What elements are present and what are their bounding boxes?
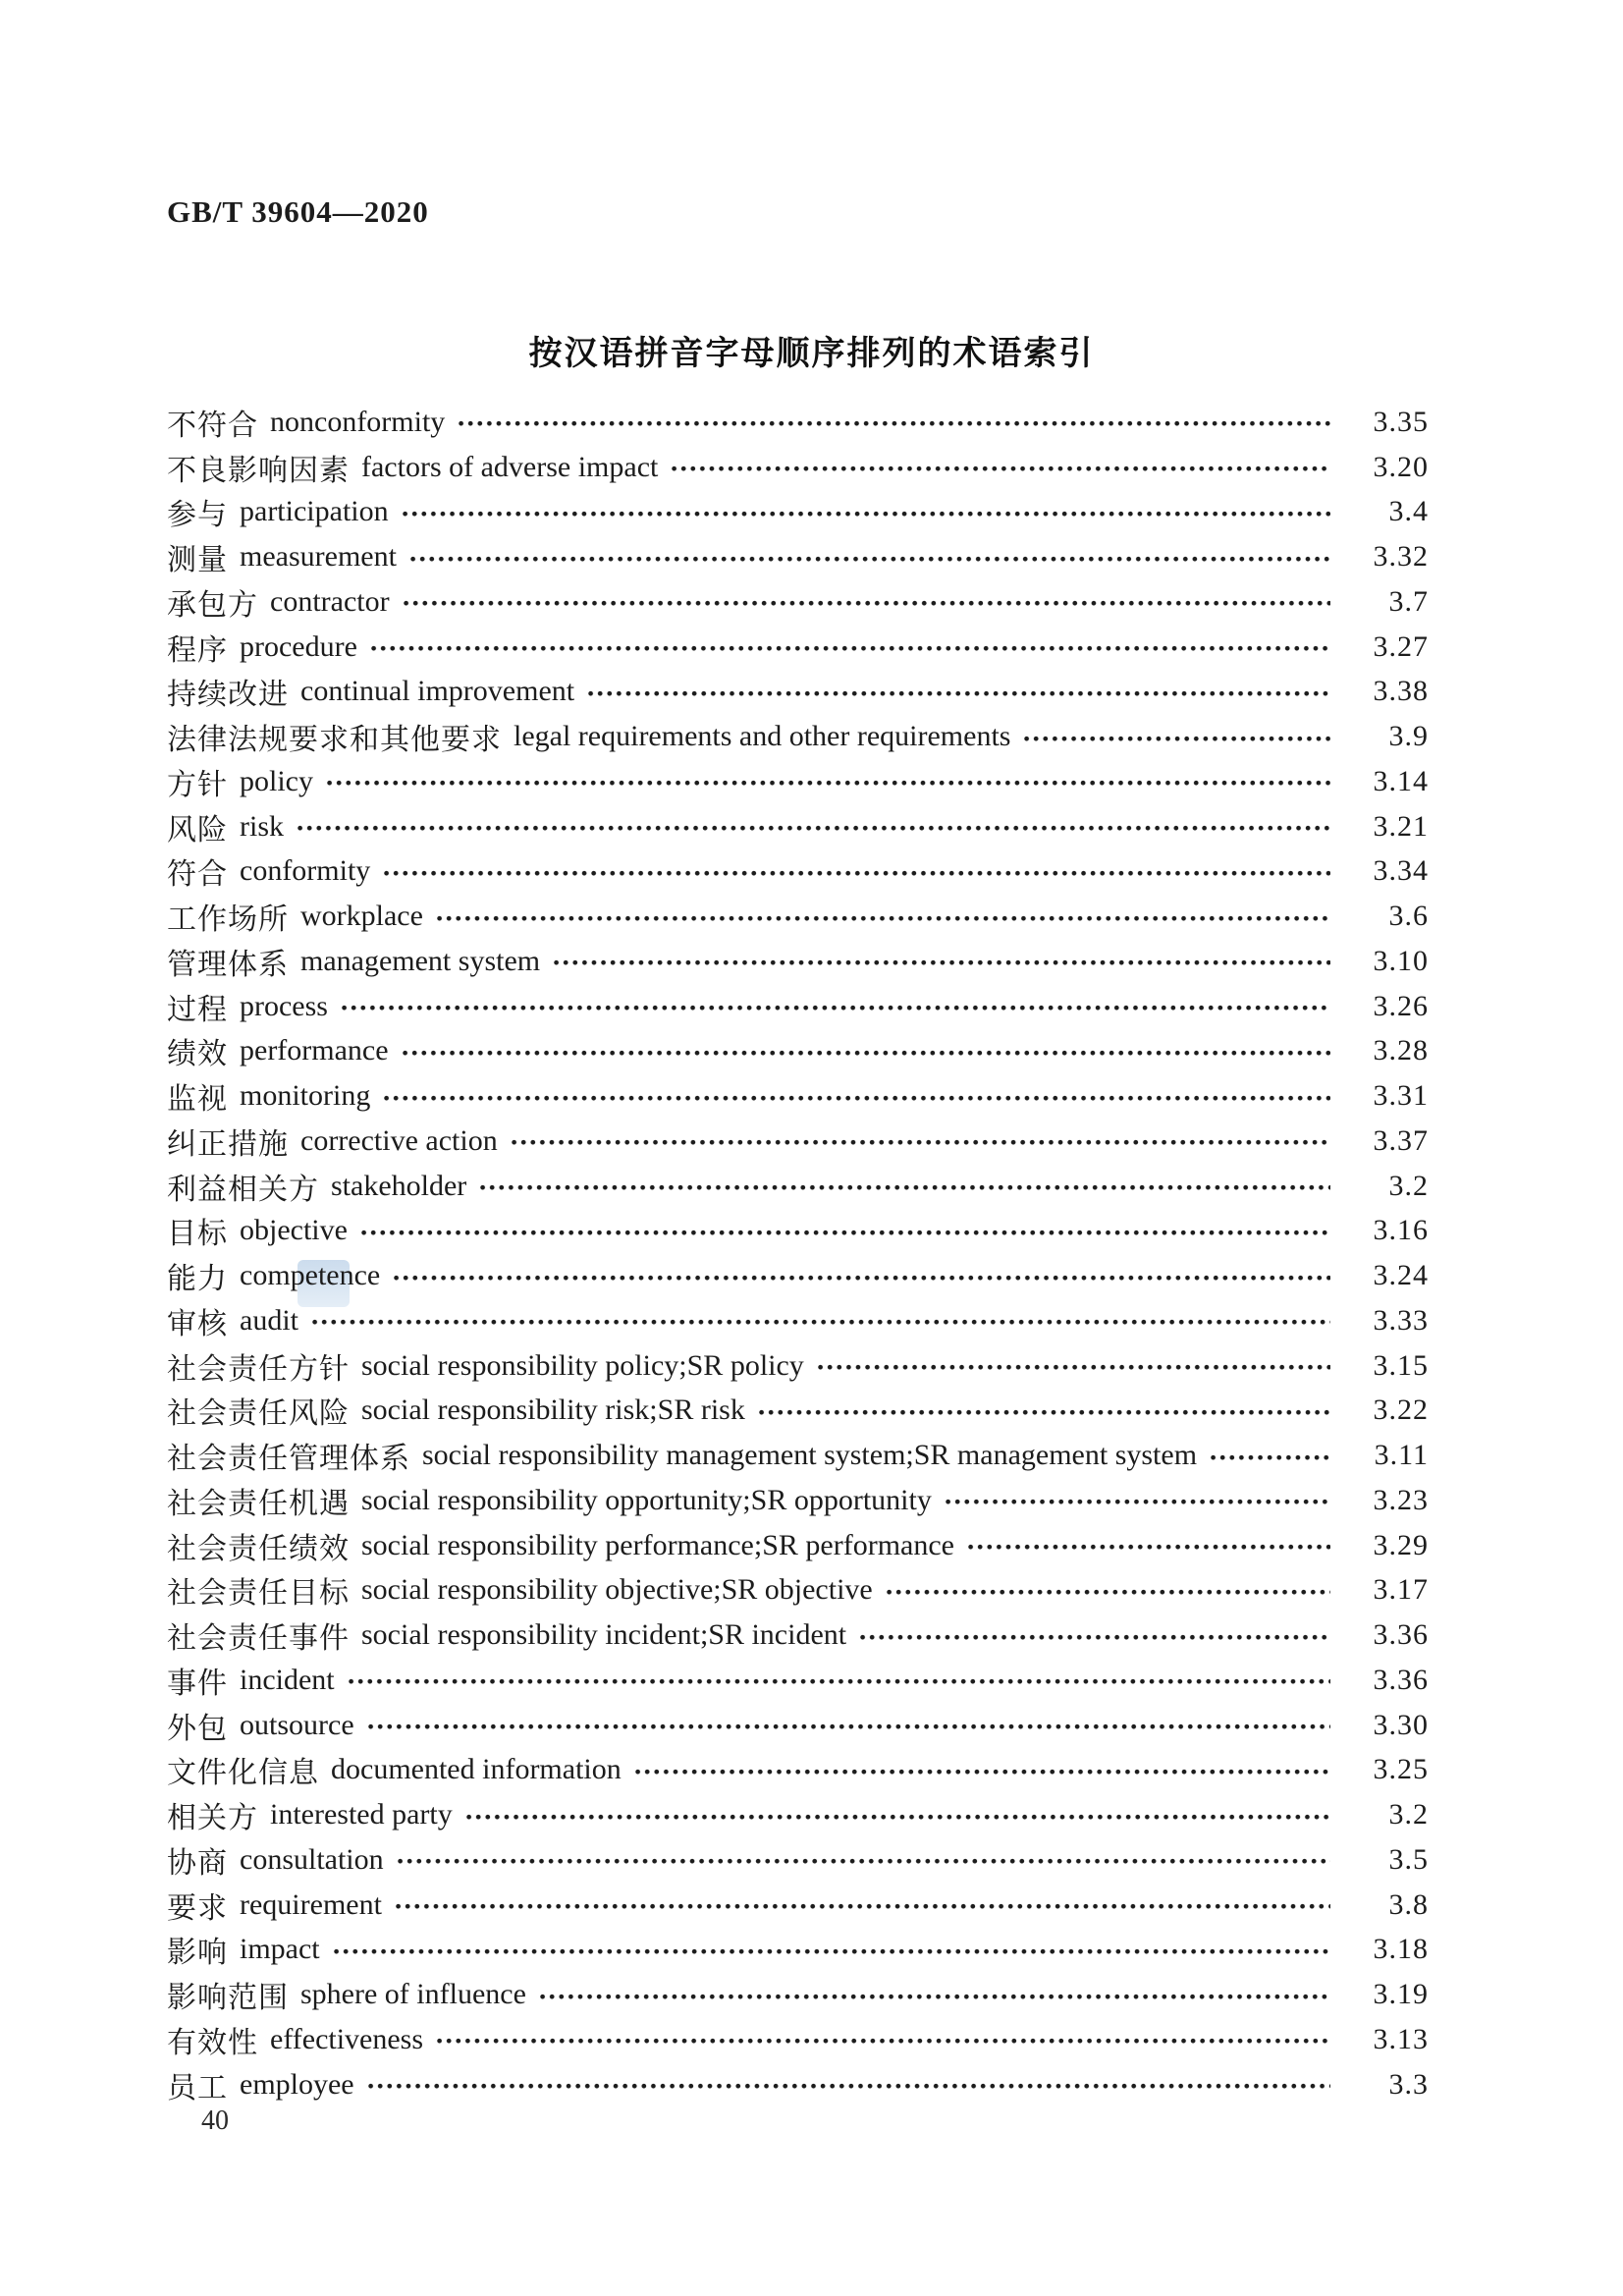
section-ref: 3.19 (1373, 1978, 1429, 2011)
term-english: procedure (240, 629, 357, 663)
term-chinese: 风险 (167, 813, 228, 847)
index-entry (167, 1389, 1429, 1434)
dot-leader-icon (403, 1050, 1330, 1057)
section-ref: 3.16 (1373, 1214, 1429, 1247)
section-ref: 3.33 (1373, 1303, 1429, 1337)
dot-leader-icon (368, 1723, 1330, 1730)
section-ref: 3.21 (1373, 809, 1429, 843)
dot-leader-icon (349, 1678, 1330, 1685)
section-ref: 3.29 (1373, 1528, 1429, 1561)
term-english: employee (240, 2067, 354, 2101)
section-ref: 3.6 (1388, 900, 1429, 933)
term-english: documented information (331, 1753, 622, 1786)
term-english: audit (240, 1303, 298, 1337)
term-english: workplace (300, 900, 423, 933)
index-entry (167, 534, 1429, 579)
term-english: contractor (270, 584, 390, 618)
section-ref: 3.38 (1373, 675, 1429, 708)
section-ref: 3.17 (1373, 1573, 1429, 1607)
index-entry (167, 849, 1429, 895)
index-entry (167, 714, 1429, 759)
index-entry (167, 984, 1429, 1029)
term-chinese: 事件 (167, 1667, 228, 1700)
index-entry (167, 1164, 1429, 1209)
term-english: legal requirements and other requirements (514, 720, 1011, 753)
section-ref: 3.13 (1373, 2022, 1429, 2055)
section-ref: 3.37 (1373, 1123, 1429, 1157)
term-english: performance (240, 1034, 389, 1067)
index-entry (167, 1928, 1429, 1973)
term-chinese: 文件化信息 (167, 1757, 319, 1790)
term-english: conformity (240, 854, 371, 888)
term-chinese: 有效性 (167, 2026, 258, 2059)
dot-leader-icon (384, 1095, 1330, 1102)
index-entry (167, 1253, 1429, 1298)
term-chinese: 社会责任绩效 (167, 1532, 350, 1565)
term-english: social responsibility management system;SR management system (422, 1439, 1198, 1472)
term-english: consultation (240, 1842, 384, 1876)
term-english: management system (300, 944, 541, 977)
dot-leader-icon (368, 2083, 1330, 2090)
dot-leader-icon (459, 420, 1330, 427)
section-ref: 3.36 (1373, 1618, 1429, 1652)
term-english: risk (240, 809, 284, 843)
section-ref: 3.5 (1388, 1842, 1429, 1876)
term-chinese: 目标 (167, 1218, 228, 1251)
index-entry (167, 894, 1429, 939)
dot-leader-icon (554, 959, 1330, 966)
term-english: outsource (240, 1708, 354, 1741)
index-entry (167, 2017, 1429, 2062)
section-ref: 3.36 (1373, 1663, 1429, 1696)
index-entry (167, 939, 1429, 984)
dot-leader-icon (946, 1499, 1330, 1505)
section-ref: 3.10 (1373, 944, 1429, 977)
term-english: continual improvement (300, 675, 575, 708)
term-chinese: 绩效 (167, 1038, 228, 1071)
term-english: factors of adverse impact (361, 450, 659, 483)
section-ref: 3.2 (1388, 1169, 1429, 1202)
term-chinese: 外包 (167, 1712, 228, 1745)
section-ref: 3.23 (1373, 1483, 1429, 1516)
term-english: incident (240, 1663, 335, 1696)
term-english: policy (240, 764, 313, 797)
index-entry (167, 490, 1429, 535)
index-entry (167, 1613, 1429, 1658)
term-chinese: 符合 (167, 858, 228, 892)
term-chinese: 要求 (167, 1891, 228, 1925)
page-title: 按汉语拼音字母顺序排列的术语索引 (528, 335, 1095, 372)
dot-leader-icon (759, 1409, 1330, 1416)
dot-leader-icon (361, 1230, 1330, 1236)
term-chinese: 社会责任方针 (167, 1352, 350, 1386)
term-chinese: 不良影响因素 (167, 454, 350, 487)
section-ref: 3.32 (1373, 540, 1429, 574)
term-chinese: 管理体系 (167, 948, 289, 981)
dot-leader-icon (466, 1814, 1330, 1821)
term-chinese: 测量 (167, 544, 228, 577)
term-chinese: 不符合 (167, 409, 258, 442)
section-ref: 3.30 (1373, 1708, 1429, 1741)
dot-leader-icon (327, 780, 1330, 787)
dot-leader-icon (334, 1948, 1330, 1955)
term-english: process (240, 989, 328, 1022)
dot-leader-icon (398, 1858, 1330, 1865)
term-chinese: 社会责任机遇 (167, 1487, 350, 1520)
index-entry (167, 1073, 1429, 1119)
term-chinese: 能力 (167, 1263, 228, 1296)
index-entry (167, 1119, 1429, 1164)
dot-leader-icon (371, 645, 1330, 652)
term-english: interested party (270, 1798, 453, 1831)
term-english: sphere of influence (300, 1978, 526, 2011)
dot-leader-icon (968, 1544, 1330, 1551)
index-entry (167, 1703, 1429, 1748)
section-ref: 3.8 (1388, 1887, 1429, 1921)
term-english: corrective action (300, 1123, 498, 1157)
term-chinese: 社会责任管理体系 (167, 1443, 410, 1476)
dot-leader-icon (404, 600, 1330, 607)
term-chinese: 过程 (167, 993, 228, 1026)
term-chinese: 社会责任目标 (167, 1577, 350, 1611)
dot-leader-icon (860, 1634, 1330, 1641)
section-ref: 3.35 (1373, 405, 1429, 438)
section-ref: 3.28 (1373, 1034, 1429, 1067)
section-ref: 3.25 (1373, 1753, 1429, 1786)
index-entry (167, 804, 1429, 849)
dot-leader-icon (437, 915, 1330, 922)
term-chinese: 承包方 (167, 588, 258, 622)
term-chinese: 纠正措施 (167, 1127, 289, 1161)
term-english: social responsibility incident;SR incident (361, 1618, 847, 1652)
term-english: objective (240, 1214, 348, 1247)
dot-leader-icon (480, 1184, 1330, 1191)
section-ref: 3.7 (1388, 584, 1429, 618)
term-chinese: 员工 (167, 2071, 228, 2105)
section-ref: 3.31 (1373, 1079, 1429, 1113)
index-entry (167, 2062, 1429, 2107)
index-entry (167, 759, 1429, 804)
term-english: effectiveness (270, 2022, 424, 2055)
term-chinese: 工作场所 (167, 903, 289, 937)
term-chinese: 法律法规要求和其他要求 (167, 724, 502, 757)
dot-leader-icon (540, 1994, 1330, 2000)
section-ref: 3.4 (1388, 495, 1429, 528)
index-entry (167, 1478, 1429, 1523)
section-ref: 3.15 (1373, 1348, 1429, 1382)
term-chinese: 审核 (167, 1307, 228, 1340)
dot-leader-icon (887, 1589, 1330, 1596)
dot-leader-icon (394, 1275, 1330, 1282)
term-chinese: 持续改进 (167, 679, 289, 712)
dot-leader-icon (635, 1769, 1330, 1776)
dot-leader-icon (588, 690, 1330, 697)
index-entry (167, 625, 1429, 670)
term-english: participation (240, 495, 389, 528)
term-chinese: 参与 (167, 499, 228, 532)
section-ref: 3.34 (1373, 854, 1429, 888)
dot-leader-icon (512, 1139, 1330, 1146)
section-ref: 3.22 (1373, 1394, 1429, 1427)
term-chinese: 程序 (167, 633, 228, 667)
dot-leader-icon (818, 1364, 1330, 1371)
index-entry (167, 670, 1429, 715)
term-chinese: 协商 (167, 1846, 228, 1880)
term-chinese: 影响范围 (167, 1982, 289, 2015)
term-chinese: 社会责任风险 (167, 1397, 350, 1431)
index-entry (167, 579, 1429, 625)
section-ref: 3.9 (1388, 720, 1429, 753)
term-english: social responsibility opportunity;SR opportunity (361, 1483, 932, 1516)
term-english: social responsibility policy;SR policy (361, 1348, 804, 1382)
section-ref: 3.20 (1373, 450, 1429, 483)
term-english: social responsibility risk;SR risk (361, 1394, 745, 1427)
index-entry (167, 1792, 1429, 1837)
section-ref: 3.14 (1373, 764, 1429, 797)
section-ref: 3.11 (1374, 1439, 1429, 1472)
index-entry (167, 1568, 1429, 1613)
term-chinese: 方针 (167, 768, 228, 801)
index-entry (167, 1433, 1429, 1478)
index-entry (167, 1837, 1429, 1883)
term-english: requirement (240, 1887, 382, 1921)
index-entry (167, 400, 1429, 445)
dot-leader-icon (410, 556, 1330, 563)
term-english: social responsibility objective;SR objective (361, 1573, 873, 1607)
dot-leader-icon (1211, 1454, 1330, 1461)
dot-leader-icon (384, 870, 1330, 877)
dot-leader-icon (396, 1903, 1330, 1910)
dot-leader-icon (312, 1319, 1330, 1326)
term-english: competence (240, 1259, 381, 1292)
term-english: impact (240, 1933, 320, 1966)
section-ref: 3.2 (1388, 1798, 1429, 1831)
term-chinese: 利益相关方 (167, 1173, 319, 1206)
index-entry (167, 1298, 1429, 1343)
term-english: measurement (240, 540, 397, 574)
index-entry (167, 445, 1429, 490)
index-entry (167, 1883, 1429, 1928)
section-ref: 3.3 (1388, 2067, 1429, 2101)
dot-leader-icon (342, 1005, 1330, 1011)
index-entry (167, 1748, 1429, 1793)
dot-leader-icon (1024, 736, 1330, 742)
index-entry (167, 1523, 1429, 1568)
section-ref: 3.24 (1373, 1259, 1429, 1292)
section-ref: 3.26 (1373, 989, 1429, 1022)
dot-leader-icon (298, 825, 1330, 832)
term-index-list (167, 400, 1429, 2107)
term-chinese: 监视 (167, 1083, 228, 1117)
section-ref: 3.27 (1373, 629, 1429, 663)
page-number: 40 (201, 2105, 229, 2136)
index-entry (167, 1658, 1429, 1703)
term-chinese: 相关方 (167, 1802, 258, 1835)
section-ref: 3.18 (1373, 1933, 1429, 1966)
term-english: nonconformity (270, 405, 446, 438)
index-entry (167, 1972, 1429, 2017)
standard-number: GB/T 39604—2020 (167, 194, 429, 229)
dot-leader-icon (437, 2038, 1330, 2045)
term-english: social responsibility performance;SR performance (361, 1528, 954, 1561)
dot-leader-icon (403, 511, 1330, 518)
index-entry (167, 1029, 1429, 1074)
term-english: stakeholder (331, 1169, 467, 1202)
index-entry (167, 1343, 1429, 1389)
term-chinese: 社会责任事件 (167, 1622, 350, 1656)
term-english: monitoring (240, 1079, 371, 1113)
term-chinese: 影响 (167, 1937, 228, 1970)
dot-leader-icon (672, 465, 1330, 472)
index-entry (167, 1209, 1429, 1254)
